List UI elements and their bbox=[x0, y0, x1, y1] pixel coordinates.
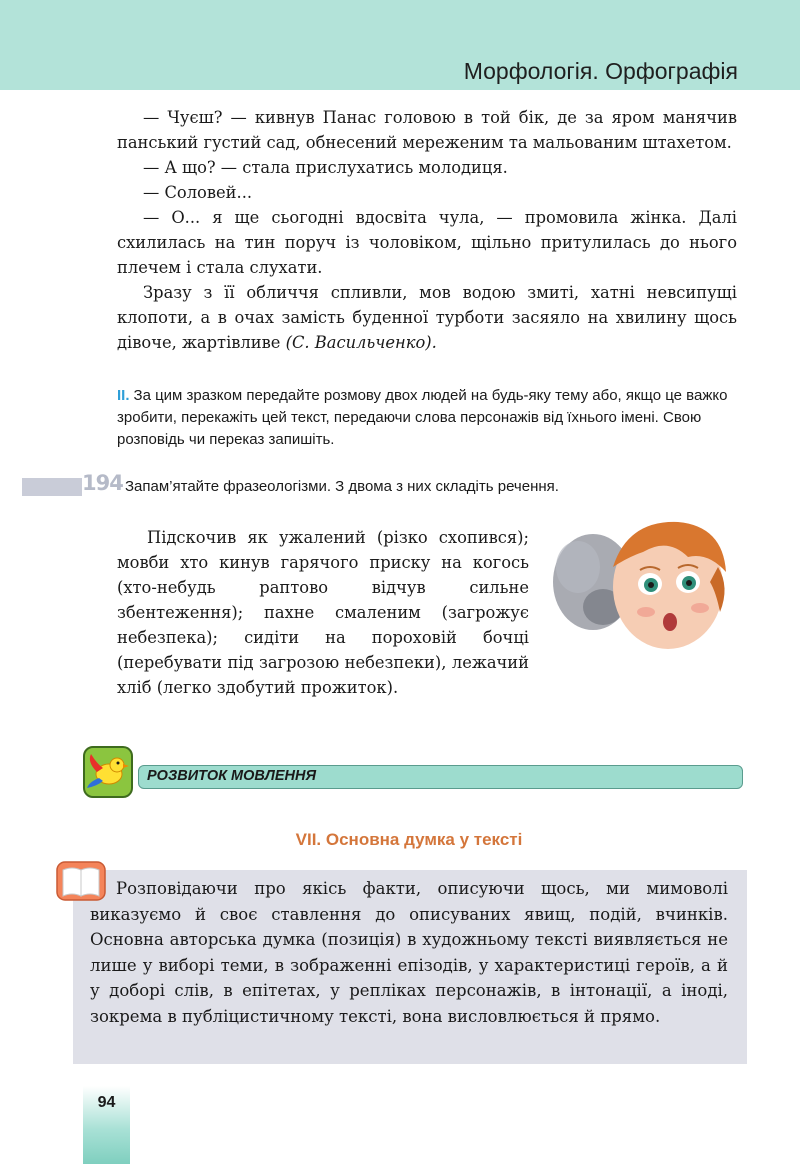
phraseology-text: Підскочив як ужалений (різко схопився); мовби хто кинув гарячого приску на когось (хто-небудь раптово відчув сильне збентеження); пахне смаленим (загрожує небезпека); сидіти на пороховій бочці (перебувати під загрозою небезпеки), лежачий хліб (легко здобутий прожиток). bbox=[117, 528, 529, 697]
task-text: За цим зразком передайте розмову двох людей на будь-яку тему або, якщо це важко зробити, перекажіть цей текст, передаючи слова персонажів від їхнього імені. Свою розповідь чи переказ запишіть. bbox=[117, 387, 728, 448]
exercise-phrases bbox=[117, 525, 529, 700]
story-paragraph: Зразу з її обличчя спливли, мов водою змиті, хатні невсипущі клопоти, а в очах замість буденної турботи засяяло на хвилину щось дівоче, жартівливе bbox=[117, 283, 737, 352]
story-citation: (С. Васильченко). bbox=[285, 333, 437, 352]
page-number-tab bbox=[83, 1086, 130, 1164]
bird-icon bbox=[83, 746, 133, 798]
theory-text bbox=[90, 876, 728, 1029]
section-label: РОЗВИТОК МОВЛЕННЯ bbox=[147, 768, 317, 784]
story-paragraph-last bbox=[117, 280, 737, 355]
section-title: VII. Основна думка у тексті bbox=[295, 830, 523, 849]
exercise-marker-bar bbox=[22, 478, 82, 496]
story-paragraph: — А що? — стала прислухатись молодиця. bbox=[143, 158, 508, 177]
page-header-title: Морфологія. Орфографія bbox=[463, 58, 738, 84]
story-paragraph: — Соловей... bbox=[143, 183, 253, 202]
task-two bbox=[117, 385, 739, 451]
story-paragraph: — О... я ще сьогодні вдосвіта чула, — промовила жінка. Далі схилилась на тин поруч із чоловіком, щільно притулилась до нього плечем і стала слухати. bbox=[117, 208, 737, 277]
exercise-instruction: Запам’ятайте фразеологізми. З двома з них складіть речення. bbox=[125, 478, 559, 495]
page-number: 94 bbox=[97, 1094, 116, 1111]
theory-paragraph: Розповідаючи про якісь факти, описуючи щось, ми мимоволі виказуємо й своє ставлення до описуваних явищ, подій, вчинків. Основна авторська думка (позиція) в художньому тексті виявляється не лише у виборі теми, в зображенні епізодів, у характеристиці героїв, а й у доборі слів, в епітетах, у репліках персонажів, в інтонації, а іноді, зокрема в публіцистичному тексті, вона висловлюється й прямо. bbox=[90, 879, 728, 1026]
startled-child-illustration bbox=[548, 512, 738, 657]
exercise-number: 194 bbox=[82, 471, 123, 495]
story-text bbox=[117, 105, 737, 355]
story-paragraph: — Чуєш? — кивнув Панас головою в той бік, де за яром манячив панський густий сад, обнесений мереженим та мальованим штахетом. bbox=[117, 108, 737, 152]
section-label-bar bbox=[138, 765, 743, 789]
task-number: II. bbox=[117, 387, 130, 404]
